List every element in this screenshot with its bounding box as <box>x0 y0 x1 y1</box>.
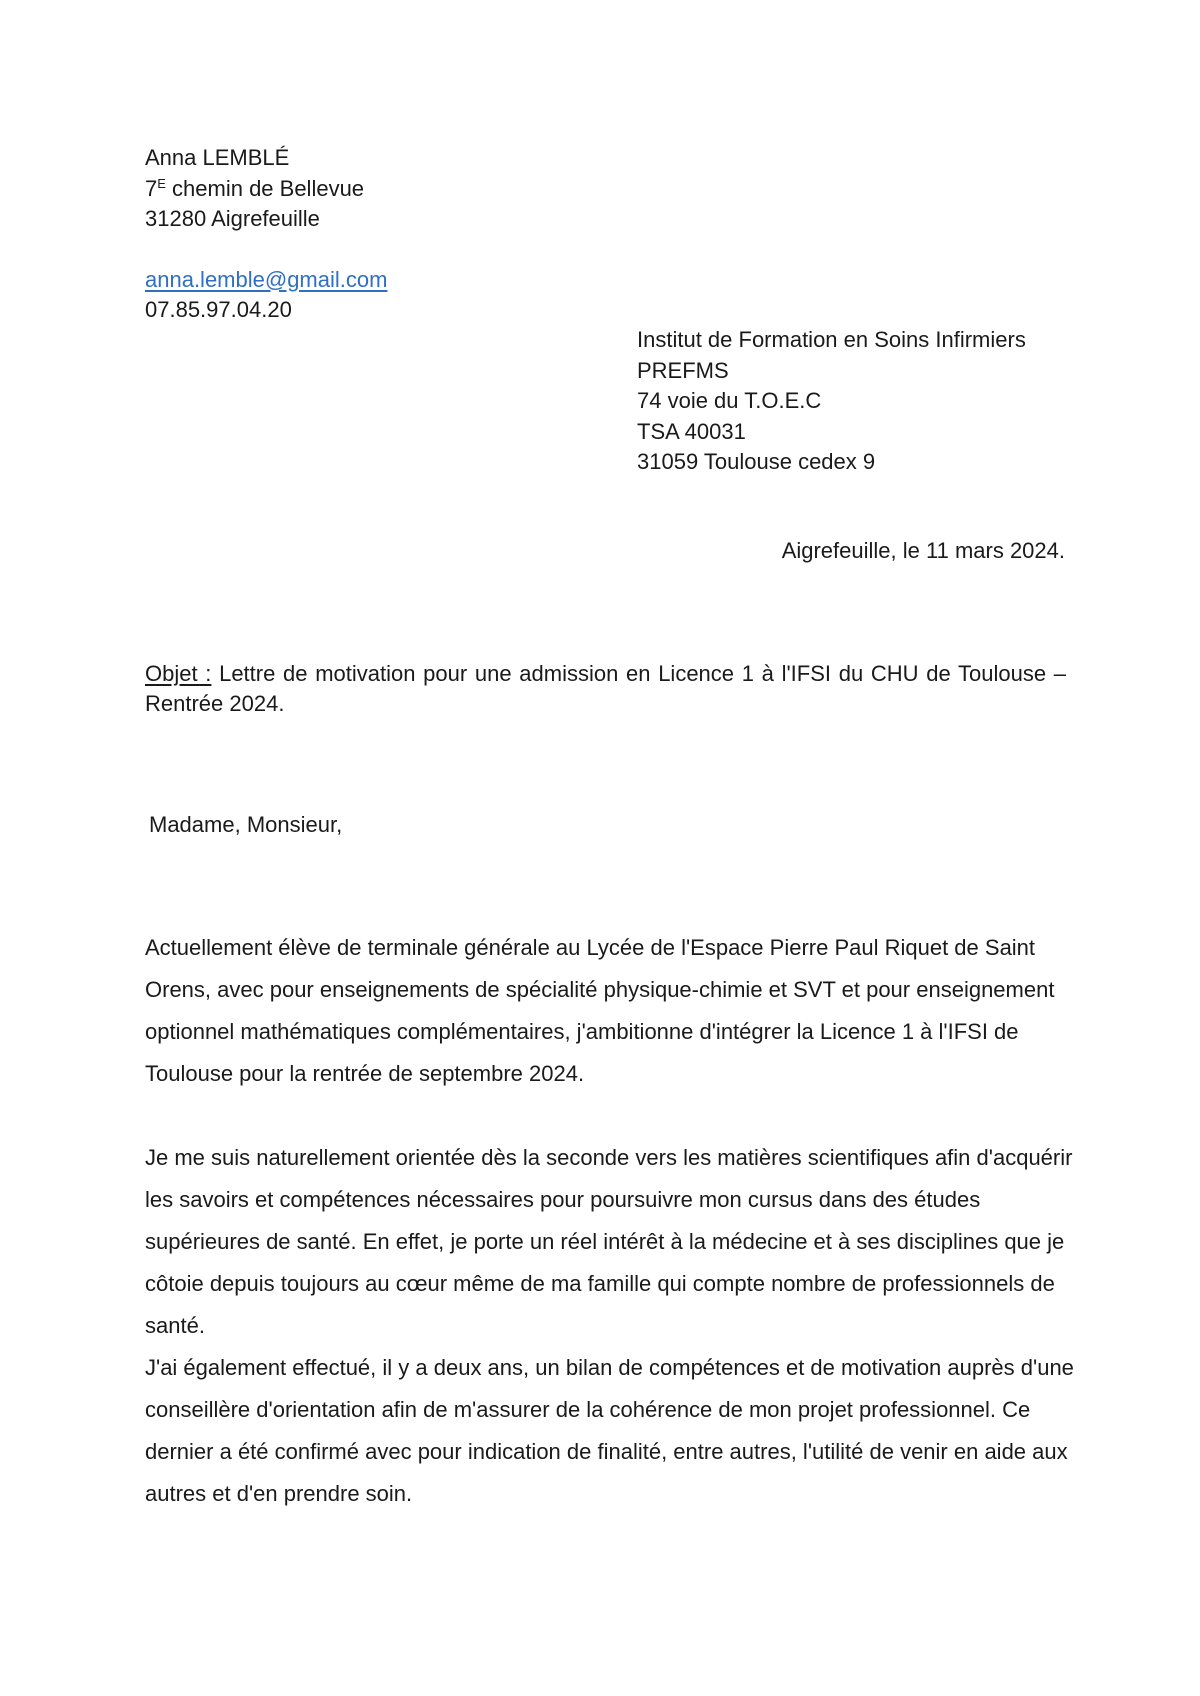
sender-street-number: 7 <box>145 175 158 201</box>
sender-block <box>145 143 387 326</box>
paragraph-2: Je me suis naturellement orientée dès la seconde vers les matières scientifiques afin d'acquérir les savoirs et compétences nécessaires pour poursuivre mon cursus dans des études supérieures de santé. En effet, je porte un réel intérêt à la médecine et à ses disciplines que je côtoie depuis toujours au cœur même de ma famille qui compte nombre de professionnels de santé. <box>145 1145 1073 1338</box>
sender-email-link[interactable]: anna.lemble@gmail.com <box>145 266 388 292</box>
sender-street-suffix: E <box>157 175 166 191</box>
recipient-line-1: Institut de Formation en Soins Infirmiers <box>637 327 1026 352</box>
sender-spacer <box>145 235 387 265</box>
recipient-line-5: 31059 Toulouse cedex 9 <box>637 449 876 474</box>
sender-phone: 07.85.97.04.20 <box>145 297 292 322</box>
recipient-line-3: 74 voie du T.O.E.C <box>637 388 822 413</box>
object-line <box>145 659 1066 719</box>
recipient-block <box>637 325 1026 478</box>
recipient-line-2: PREFMS <box>637 357 729 383</box>
sender-city: 31280 Aigrefeuille <box>145 206 320 231</box>
object-label: Objet : <box>145 661 212 686</box>
paragraph-3: J'ai également effectué, il y a deux ans, un bilan de compétences et de motivation auprès d'une conseillère d'orientation afin de m'assurer de la cohérence de mon projet professionnel. Ce dernier a été confirmé avec pour indication de finalité, entre autres, l'utilité de venir en aide aux autres et d'en prendre soin. <box>145 1355 1074 1506</box>
sender-street <box>145 174 387 205</box>
recipient-line-4: TSA 40031 <box>637 418 746 444</box>
salutation: Madame, Monsieur, <box>149 812 343 837</box>
date-line: Aigrefeuille, le 11 mars 2024. <box>781 538 1065 563</box>
paragraph-spacer <box>145 1095 1075 1137</box>
sender-email-line <box>145 265 387 296</box>
letter-body <box>145 927 1075 1515</box>
object-text: Lettre de motivation pour une admission en Licence 1 à l'IFSI du CHU de Toulouse – Rentrée 2024. <box>145 661 1066 716</box>
sender-name: Anna LEMBLÉ <box>145 145 290 170</box>
paragraph-1: Actuellement élève de terminale générale au Lycée de l'Espace Pierre Paul Riquet de Saint Orens, avec pour enseignements de spécialité physique-chimie et SVT et pour enseignement optionnel mathématiques complémentaires, j'ambitionne d'intégrer la Licence 1 à l'IFSI de Toulouse pour la rentrée de septembre 2024. <box>145 935 1055 1086</box>
sender-street-name: chemin de Bellevue <box>165 175 365 201</box>
